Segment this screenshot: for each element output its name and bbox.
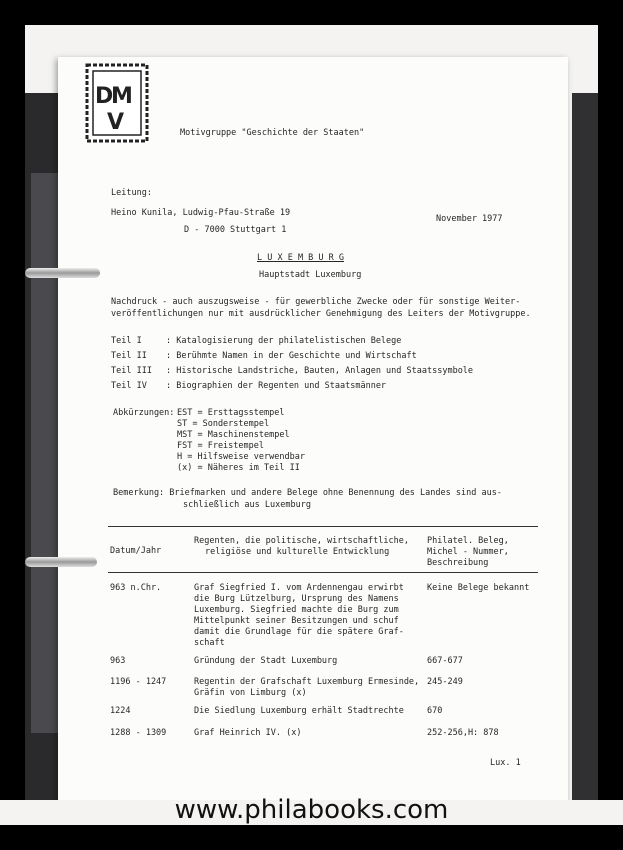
binder-ring-bottom — [25, 557, 97, 567]
country-title: L U X E M B U R G — [257, 253, 344, 263]
table-top-rule — [108, 526, 538, 527]
row-reference: 252-256,H: 878 — [427, 728, 499, 738]
row-date: 963 — [110, 656, 126, 666]
group-title: Motivgruppe "Geschichte der Staaten" — [180, 128, 365, 138]
part-text: : Biographien der Regenten und Staatsmänner — [166, 381, 387, 391]
table-header-date: Datum/Jahr — [110, 546, 162, 556]
part-text: : Historische Landstriche, Bauten, Anlagen und Staatssymbole — [166, 366, 474, 376]
row-text: Gründung der Stadt Luxemburg — [194, 656, 338, 666]
row-date: 1196 - 1247 — [110, 677, 167, 687]
abbreviations-label: Abkürzungen: — [113, 408, 175, 418]
page-number: Lux. 1 — [490, 758, 521, 768]
notice-line1: Nachdruck - auch auszugsweise - für gewerbliche Zwecke oder für sonstige Weiter- — [111, 297, 521, 307]
remark-line1: Bemerkung: Briefmarken und andere Belege ohne Benennung des Landes sind aus- — [113, 488, 502, 498]
abbreviation-item: EST = Ersttagsstempel — [177, 408, 285, 418]
row-date: 1224 — [110, 706, 131, 716]
photo-background — [25, 25, 598, 825]
row-text: Graf Heinrich IV. (x) — [194, 728, 302, 738]
row-date: 963 n.Chr. — [110, 583, 162, 593]
row-text: die Burg Lützelburg, Ursprung des Namens — [194, 594, 399, 604]
document-date: November 1977 — [436, 214, 503, 224]
notice-line2: veröffentlichungen nur mit ausdrücklicher Genehmigung des Leiters der Motivgruppe. — [111, 309, 531, 319]
remark-line2: schließlich aus Luxemburg — [183, 500, 311, 510]
leitung-label: Leitung: — [111, 188, 152, 198]
row-text: Mittelpunkt seiner Besitzungen und schuf — [194, 616, 399, 626]
row-reference: 245-249 — [427, 677, 463, 687]
row-date: 1288 - 1309 — [110, 728, 167, 738]
row-reference: 667-677 — [427, 656, 463, 666]
capital-subtitle: Hauptstadt Luxemburg — [259, 270, 362, 280]
svg-text:M: M — [111, 84, 133, 109]
part-label: Teil I — [111, 336, 142, 346]
row-text: Gräfin von Limburg (x) — [194, 688, 307, 698]
part-text: : Katalogisierung der philatelistischen Belege — [166, 336, 402, 346]
row-text: Regentin der Grafschaft Luxemburg Ermesinde, — [194, 677, 420, 687]
row-text: Die Siedlung Luxemburg erhält Stadtrechte — [194, 706, 404, 716]
part-text: : Berühmte Namen in der Geschichte und Wirtschaft — [166, 351, 417, 361]
abbreviation-item: H = Hilfsweise verwendbar — [177, 452, 305, 462]
table-header-reference: Beschreibung — [427, 558, 489, 568]
document-page — [58, 57, 568, 805]
row-text: damit die Grundlage für die spätere Graf- — [194, 627, 404, 637]
row-text: Luxemburg. Siegfried machte die Burg zum — [194, 605, 399, 615]
part-label: Teil IV — [111, 381, 147, 391]
binder-ring-top — [25, 268, 100, 278]
table-header-reference: Michel - Nummer, — [427, 547, 509, 557]
row-text: schaft — [194, 638, 225, 648]
row-reference: Keine Belege bekannt — [427, 583, 530, 593]
part-label: Teil II — [111, 351, 147, 361]
abbreviation-item: MST = Maschinenstempel — [177, 430, 290, 440]
svg-text:V: V — [107, 110, 125, 135]
table-header-rule — [108, 572, 538, 573]
abbreviation-item: ST = Sonderstempel — [177, 419, 270, 429]
address-line1: Heino Kunila, Ludwig-Pfau-Straße 19 — [111, 208, 291, 218]
svg-text:D: D — [95, 84, 114, 109]
table-header-events: religiöse und kulturelle Entwicklung — [205, 547, 390, 557]
row-reference: 670 — [427, 706, 443, 716]
abbreviation-item: FST = Freistempel — [177, 441, 264, 451]
row-text: Graf Siegfried I. vom Ardennengau erwirbt — [194, 583, 404, 593]
part-label: Teil III — [111, 366, 152, 376]
address-line2: D - 7000 Stuttgart 1 — [184, 225, 287, 235]
dmv-logo — [85, 63, 149, 143]
footer-url[interactable]: www.philabooks.com — [174, 795, 449, 825]
table-header-events: Regenten, die politische, wirtschaftliche, — [194, 536, 409, 546]
binder-edge — [572, 93, 598, 805]
abbreviation-item: (x) = Näheres im Teil II — [177, 463, 300, 473]
table-header-reference: Philatel. Beleg, — [427, 536, 509, 546]
